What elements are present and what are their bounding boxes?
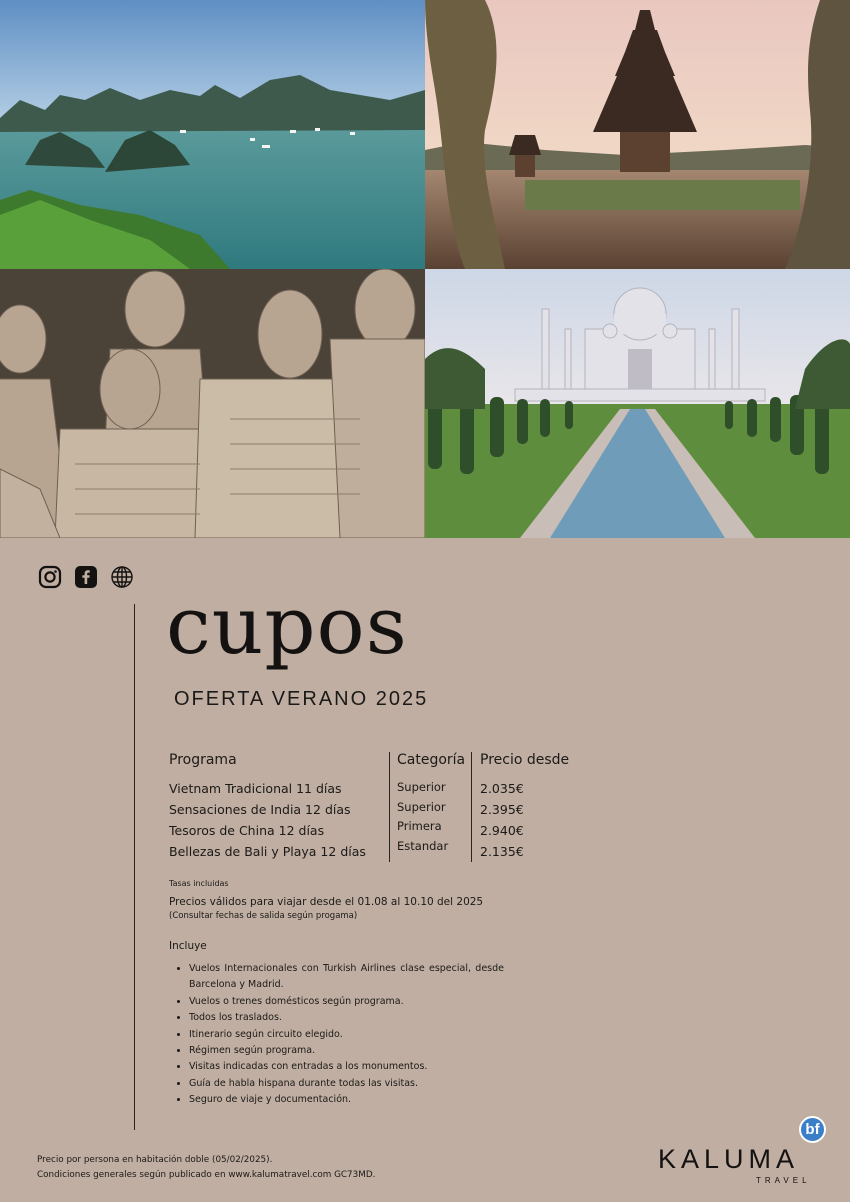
price-value: 2.395€: [480, 802, 524, 817]
list-item: • Visitas indicadas con entradas a los monumentos.: [189, 1059, 504, 1075]
departure-note: (Consultar fechas de salida según progama): [169, 911, 358, 921]
program-name: Vietnam Tradicional 11 días: [169, 781, 342, 796]
instagram-icon[interactable]: [38, 565, 62, 589]
vertical-divider: [134, 604, 135, 1130]
price-column: [480, 752, 600, 862]
header-categoria: Categoría: [397, 752, 466, 768]
page-title: cupos: [166, 579, 408, 672]
price-value: 2.035€: [480, 781, 524, 796]
taj-mahal-photo: [425, 269, 850, 538]
column-divider: [389, 752, 390, 862]
bali-temple-photo: [425, 0, 850, 269]
footer-price-note: Precio por persona en habitación doble (05/02/2025).: [37, 1155, 273, 1165]
terracotta-warriors-photo: [0, 269, 425, 538]
list-item: • Todos los traslados.: [189, 1010, 504, 1026]
category-value: Superior: [397, 780, 446, 794]
bf-badge: bf: [799, 1116, 826, 1143]
validity-text: Precios válidos para viajar desde el 01.08 al 10.10 del 2025: [169, 896, 484, 908]
includes-list: [173, 961, 504, 1109]
logo-subtitle: TRAVEL: [756, 1176, 811, 1185]
column-divider: [471, 752, 472, 862]
social-links: [38, 565, 134, 589]
halong-bay-photo: [0, 0, 425, 269]
header-precio: Precio desde: [480, 752, 570, 768]
list-item: • Vuelos Internacionales con Turkish Airlines clase especial, desde Barcelona y Madrid.: [189, 961, 504, 994]
logo-wordmark: KALUMA: [658, 1144, 800, 1174]
list-item: • Vuelos o trenes domésticos según programa.: [189, 994, 504, 1010]
footer-conditions: Condiciones generales según publicado en www.kalumatravel.com GC73MD.: [37, 1170, 376, 1180]
header-programa: Programa: [169, 752, 237, 768]
kaluma-logo[interactable]: [658, 1140, 823, 1190]
category-value: Estandar: [397, 838, 449, 853]
offer-subtitle: OFERTA VERANO 2025: [174, 688, 429, 710]
list-item: • Régimen según programa.: [189, 1043, 504, 1059]
globe-icon[interactable]: [110, 565, 134, 589]
price-value: 2.135€: [480, 844, 524, 859]
programs-column: [169, 752, 384, 862]
facebook-icon[interactable]: [74, 565, 98, 589]
program-name: Tesoros de China 12 días: [169, 823, 325, 838]
category-column: [397, 752, 467, 856]
photo-grid: [0, 0, 850, 538]
includes-heading: Incluye: [169, 940, 207, 952]
list-item: • Itinerario según circuito elegido.: [189, 1027, 504, 1043]
program-name: Bellezas de Bali y Playa 12 días: [169, 844, 366, 859]
price-value: 2.940€: [480, 823, 524, 838]
category-value: Primera: [397, 819, 442, 833]
list-item: • Seguro de viaje y documentación.: [189, 1092, 504, 1108]
program-name: Sensaciones de India 12 días: [169, 802, 351, 817]
taxes-note: Tasas incluidas: [169, 879, 229, 888]
list-item: • Guía de habla hispana durante todas las visitas.: [189, 1076, 504, 1092]
category-value: Superior: [397, 799, 446, 814]
